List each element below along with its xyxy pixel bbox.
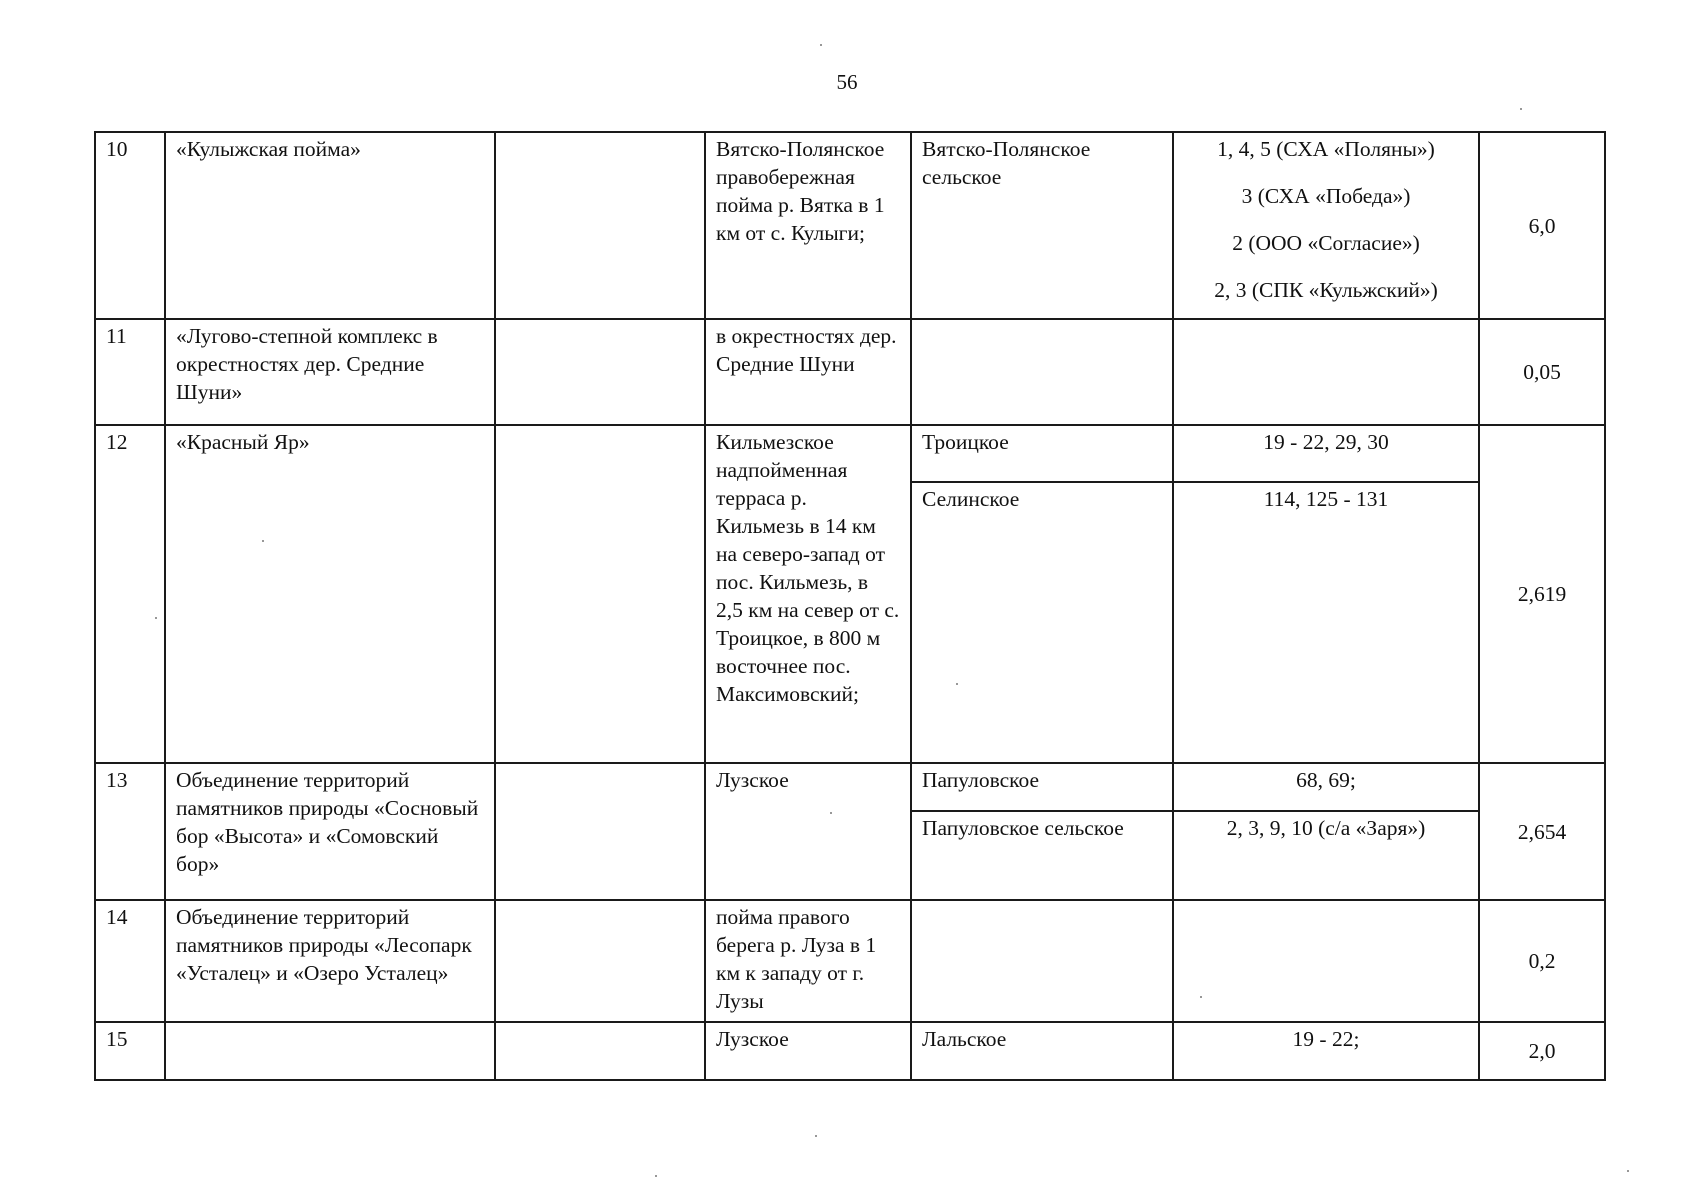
empty-cell bbox=[495, 1022, 705, 1080]
settlement-name bbox=[911, 900, 1173, 1022]
area-value: 2,654 bbox=[1479, 763, 1605, 900]
forest-quarters: 68, 69; bbox=[1173, 763, 1479, 811]
forest-quarters: 19 - 22; bbox=[1173, 1022, 1479, 1080]
area-name: «Красный Яр» bbox=[165, 425, 495, 763]
settlement-name: Папуловское сельское bbox=[911, 811, 1173, 900]
area-name bbox=[165, 1022, 495, 1080]
empty-cell bbox=[495, 900, 705, 1022]
settlement-name: Селинское bbox=[911, 482, 1173, 763]
scan-speck bbox=[1627, 1170, 1629, 1172]
table-row bbox=[95, 763, 1605, 811]
location-description: Кильмезское надпойменная терраса р. Кильмезь в 14 км на северо-запад от пос. Кильмезь, в 2,5 км на север от с. Троицкое, в 800 м восточнее пос. Максимовский; bbox=[705, 425, 911, 763]
area-value: 0,2 bbox=[1479, 900, 1605, 1022]
scan-speck bbox=[956, 683, 958, 685]
table-row bbox=[95, 132, 1605, 319]
area-name: «Кулыжская пойма» bbox=[165, 132, 495, 319]
table-row bbox=[95, 425, 1605, 482]
scan-speck bbox=[1520, 108, 1522, 110]
empty-cell bbox=[495, 763, 705, 900]
quarter-entry: 3 (СХА «Победа») bbox=[1241, 184, 1411, 208]
location-description: в окрестностях дер. Средние Шуни bbox=[705, 319, 911, 425]
settlement-name: Вятско-Полянское сельское bbox=[911, 132, 1173, 319]
scan-speck bbox=[262, 540, 264, 542]
scan-speck bbox=[1200, 996, 1202, 998]
settlement-name: Лальское bbox=[911, 1022, 1173, 1080]
location-description: Лузское bbox=[705, 1022, 911, 1080]
protected-areas-table bbox=[94, 131, 1606, 1081]
area-name: Объединение территорий памятников природы «Лесопарк «Усталец» и «Озеро Усталец» bbox=[165, 900, 495, 1022]
location-description: Вятско-Полянское правобережная пойма р. Вятка в 1 км от с. Кулыги; bbox=[705, 132, 911, 319]
table-row bbox=[95, 1022, 1605, 1080]
forest-quarters bbox=[1173, 132, 1479, 319]
forest-quarters: 2, 3, 9, 10 (с/а «Заря») bbox=[1173, 811, 1479, 900]
forest-quarters bbox=[1173, 319, 1479, 425]
scan-speck bbox=[815, 1135, 817, 1137]
row-number: 11 bbox=[95, 319, 165, 425]
settlement-name: Папуловское bbox=[911, 763, 1173, 811]
row-number: 15 bbox=[95, 1022, 165, 1080]
area-value: 2,0 bbox=[1479, 1022, 1605, 1080]
area-value: 0,05 bbox=[1479, 319, 1605, 425]
row-number: 14 bbox=[95, 900, 165, 1022]
forest-quarters: 19 - 22, 29, 30 bbox=[1173, 425, 1479, 482]
location-description: пойма правого берега р. Луза в 1 км к западу от г. Лузы bbox=[705, 900, 911, 1022]
area-name: «Лугово-степной комплекс в окрестностях дер. Средние Шуни» bbox=[165, 319, 495, 425]
page-number: 56 bbox=[836, 70, 858, 94]
forest-quarters: 114, 125 - 131 bbox=[1173, 482, 1479, 763]
scan-speck bbox=[155, 617, 157, 619]
scan-speck bbox=[830, 812, 832, 814]
quarter-entry: 2, 3 (СПК «Кульжский») bbox=[1214, 278, 1438, 302]
forest-quarters bbox=[1173, 900, 1479, 1022]
empty-cell bbox=[495, 425, 705, 763]
area-value: 2,619 bbox=[1479, 425, 1605, 763]
row-number: 12 bbox=[95, 425, 165, 763]
table-row bbox=[95, 900, 1605, 1022]
table-row bbox=[95, 319, 1605, 425]
row-number: 13 bbox=[95, 763, 165, 900]
quarter-entry: 1, 4, 5 (СХА «Поляны») bbox=[1217, 137, 1435, 161]
location-description: Лузское bbox=[705, 763, 911, 900]
area-name: Объединение территорий памятников природы «Сосновый бор «Высота» и «Сомовский бор» bbox=[165, 763, 495, 900]
scan-speck bbox=[820, 44, 822, 46]
empty-cell bbox=[495, 319, 705, 425]
settlement-name: Троицкое bbox=[911, 425, 1173, 482]
scan-speck bbox=[655, 1175, 657, 1177]
settlement-name bbox=[911, 319, 1173, 425]
quarter-entry: 2 (ООО «Согласие») bbox=[1232, 231, 1420, 255]
row-number: 10 bbox=[95, 132, 165, 319]
empty-cell bbox=[495, 132, 705, 319]
area-value: 6,0 bbox=[1479, 132, 1605, 319]
